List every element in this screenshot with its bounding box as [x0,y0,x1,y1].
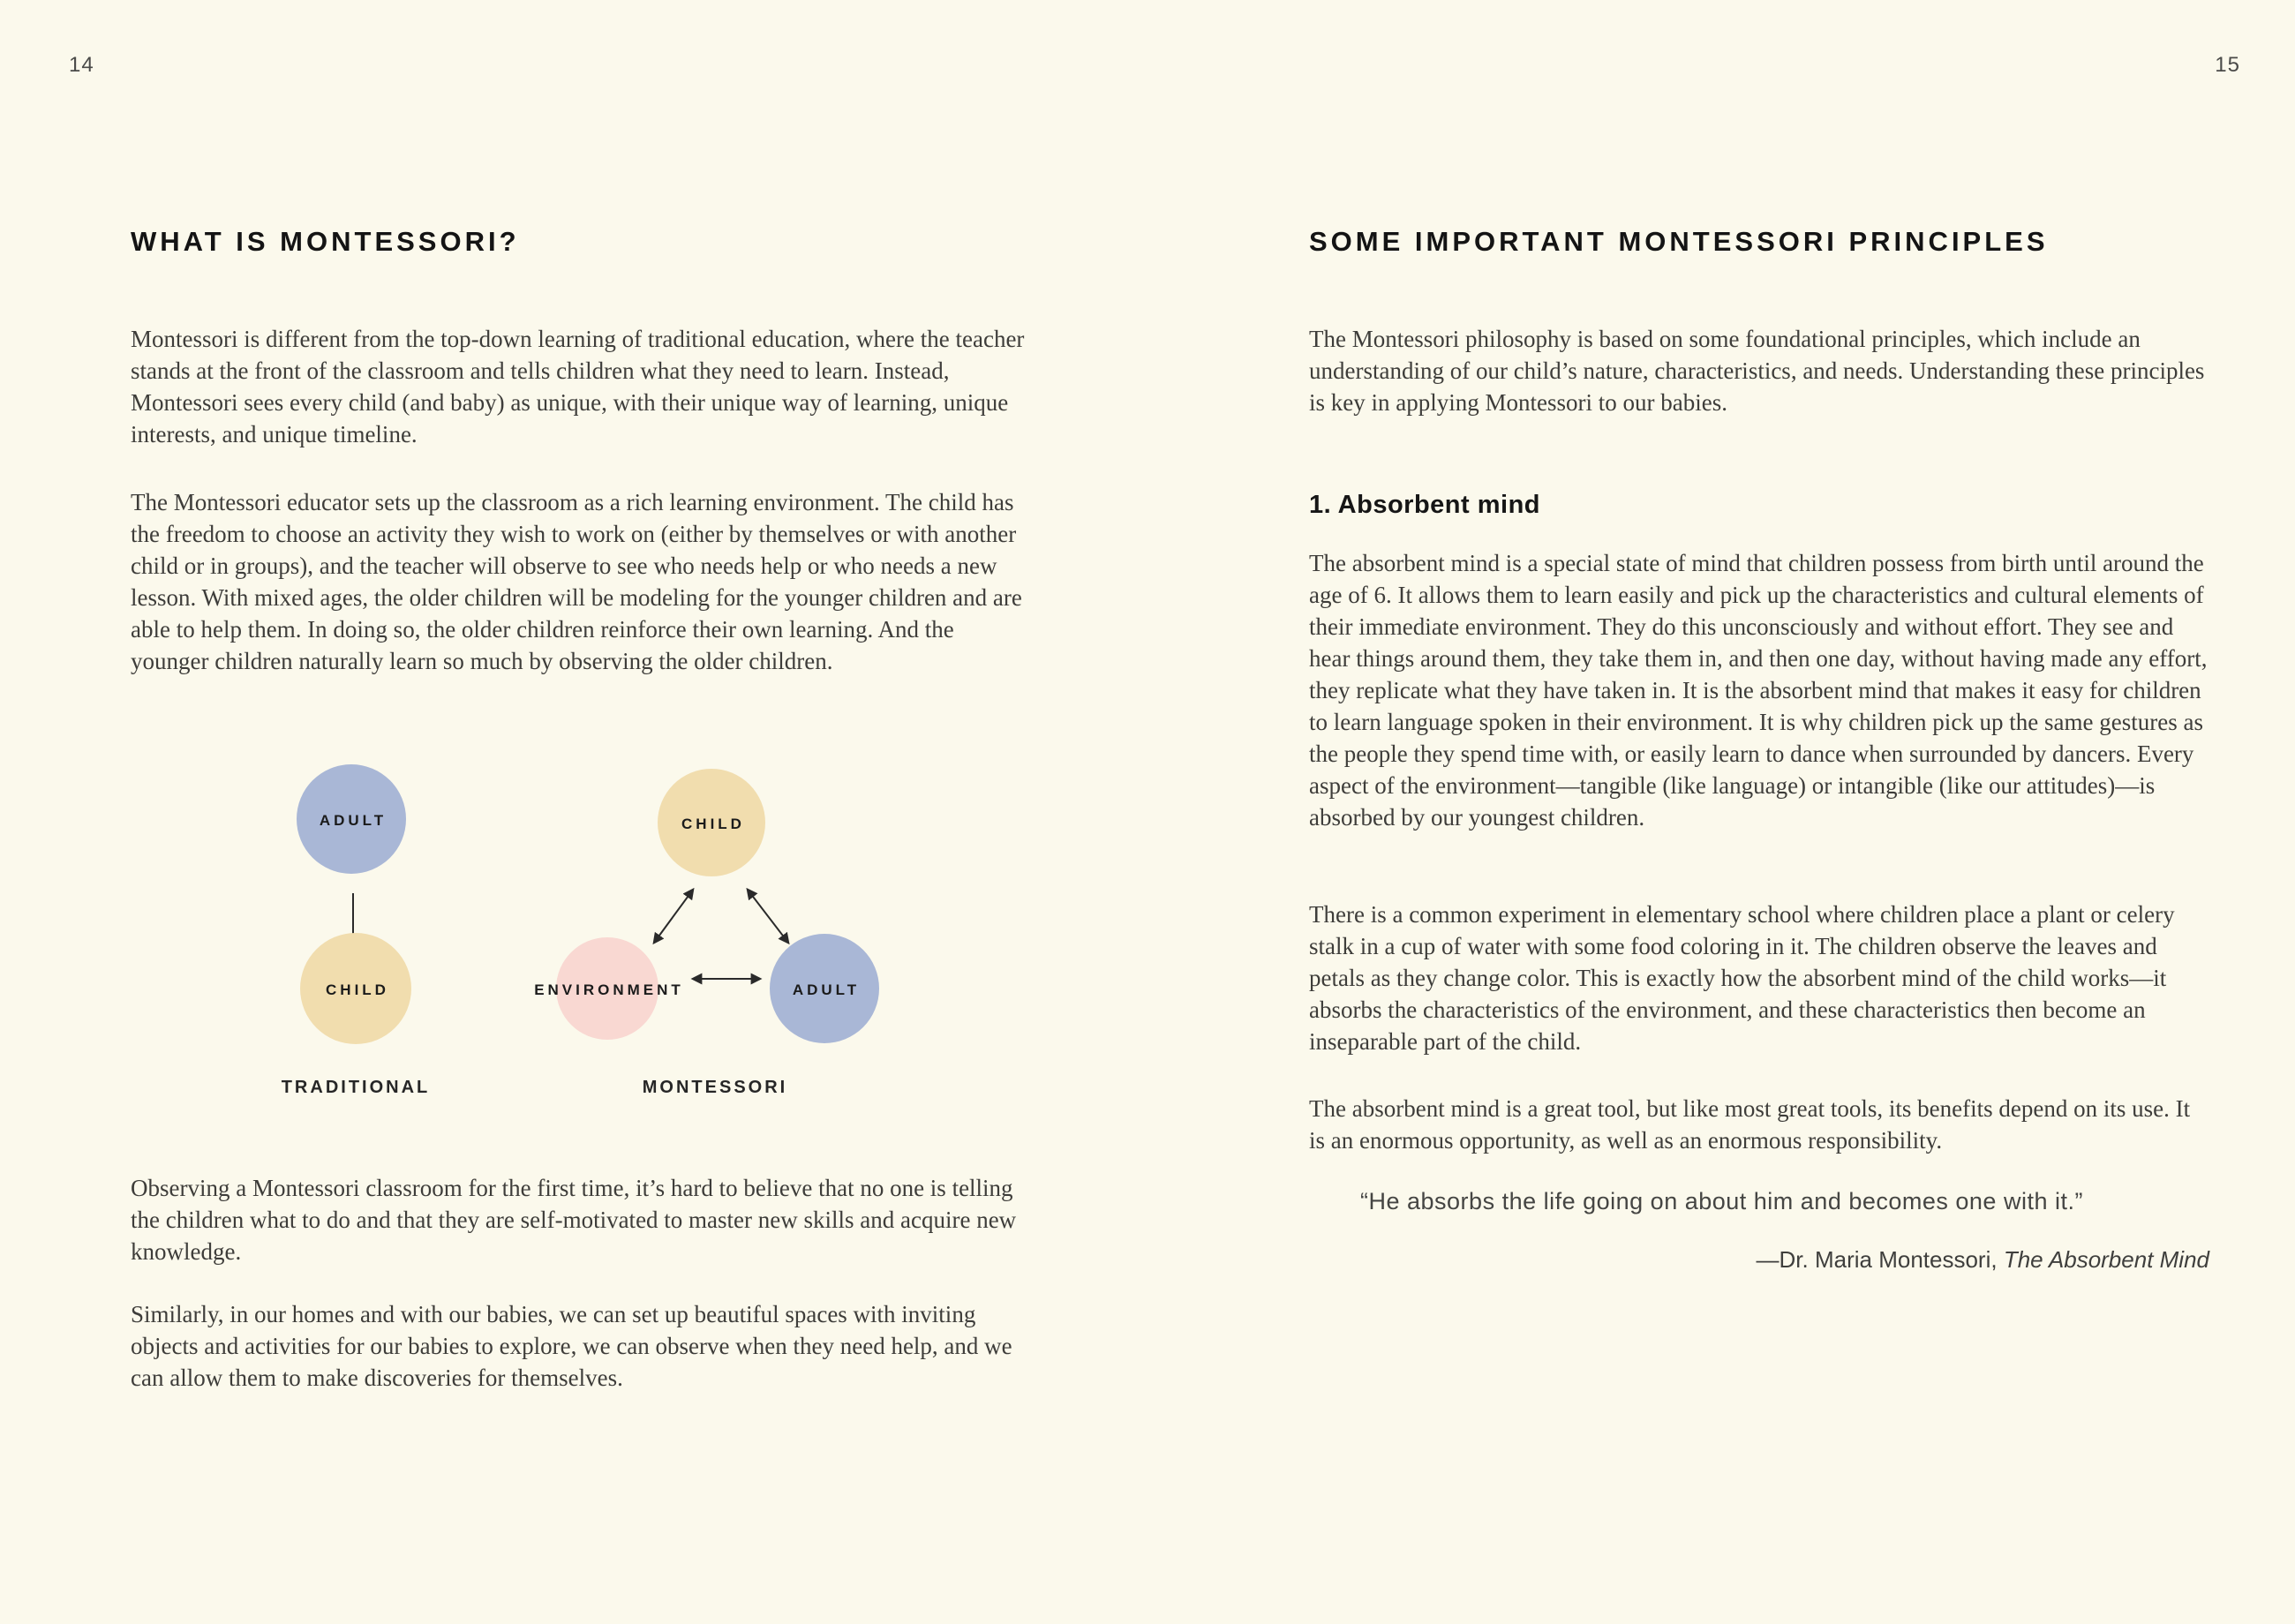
right-paragraph-3: The absorbent mind is a great tool, but like most great tools, its benefits depend on its use. It is an enormous opportunity, as well as an enormous responsibility. [1309,1095,2191,1154]
right-paragraph-1: The absorbent mind is a special state of mind that children possess from birth until around the age of 6. It allows them to learn easily and pick up the characteristics and cultural elements of their immediate environment. They do this unconsciously and without effort. They see and hear things around them, they take them in, and then one day, without having made any effort, they replicate what they have taken in. It is the absorbent mind that makes it easy for children to learn language spoken in their environment. It is why children pick up the same gestures as the people they spend time with, or easily learn to dance when surrounded by dancers. Every aspect of the environment—tangible (like language) or intangible (like our attitudes)—is absorbed by our youngest children. [1309,550,2208,831]
left-paragraph-1: Montessori is different from the top-down learning of traditional education, where the teacher stands at the front of the classroom and tells children what they need to learn. Instead, Montessori sees every child (and baby) as unique, with their unique way of learning, unique interests, and unique timeline. [131,326,1025,447]
montessori-environment-label: ENVIRONMENT [534,981,684,998]
right-page-title: SOME IMPORTANT MONTESSORI PRINCIPLES [1309,226,2049,257]
quote-attribution [1309,1246,2295,1274]
montessori-arrow-child-adult [748,890,788,943]
page-number-left: 14 [69,53,94,77]
right-paragraph-2: There is a common experiment in elementary school where children place a plant or celery stalk in a cup of water with some food coloring in it. The children observe the leaves and petals as they change color. This is exactly how the absorbent mind of the child works—it absorbs the characteristics of the environment, and these characteristics then become an inseparable part of the child. [1309,901,2175,1055]
page-number-right: 15 [2215,53,2240,77]
quote-attribution-name: —Dr. Maria Montessori, [1756,1246,2004,1273]
left-paragraph-4: Similarly, in our homes and with our babies, we can set up beautiful spaces with inviting objects and activities for our babies to explore, we can observe when they need help, and we can allow them to make discoveries for themselves. [131,1301,1012,1391]
left-paragraph-3: Observing a Montessori classroom for the first time, it’s hard to believe that no one is telling the children what to do and that they are self-motivated to master new skills and acquire new knowledge. [131,1175,1017,1265]
montessori-caption: MONTESSORI [642,1078,788,1097]
traditional-adult-label: ADULT [319,812,388,829]
right-intro-paragraph: The Montessori philosophy is based on some foundational principles, which include an understanding of our child’s nature, characteristics, and needs. Understanding these principles is key in applying Montessori to our babies. [1309,326,2205,416]
quote-attribution-book-title: The Absorbent Mind [2003,1246,2209,1273]
traditional-vs-montessori-diagram [131,757,925,1121]
traditional-child-label: CHILD [326,981,389,998]
left-paragraph-2: The Montessori educator sets up the classroom as a rich learning environment. The child has the freedom to choose an activity they wish to work on (either by themselves or with another child or in groups), and the teacher will observe to see who needs help or who needs a new lesson. With mixed ages, the older children will be modeling for the younger children and are able to help them. In doing so, the older children reinforce their own learning. And the younger children naturally learn so much by observing the older children. [131,489,1022,674]
montessori-arrow-child-environment [654,890,693,943]
montessori-adult-label: ADULT [792,981,861,998]
montessori-child-label: CHILD [681,816,745,832]
absorbent-mind-heading: 1. Absorbent mind [1309,491,1540,519]
traditional-caption: TRADITIONAL [281,1078,431,1097]
left-page-title: WHAT IS MONTESSORI? [131,226,520,257]
montessori-quote: “He absorbs the life going on about him and becomes one with it.” [1360,1188,2083,1214]
